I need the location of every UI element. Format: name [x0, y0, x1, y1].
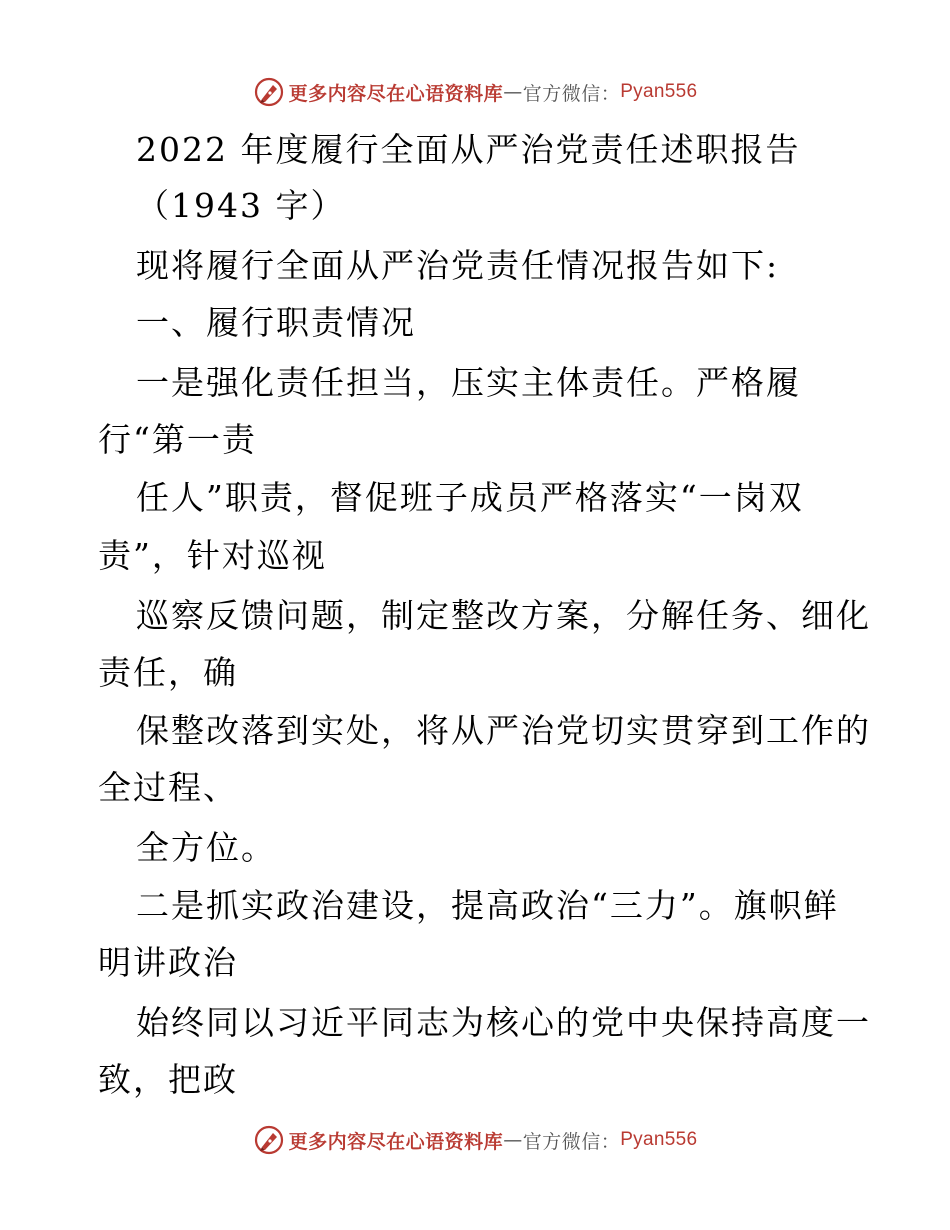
- paragraph-line: 致，把政: [98, 1060, 238, 1099]
- paragraph-line: 巡察反馈问题，制定整改方案，分解任务、细化: [136, 596, 871, 635]
- fountain-pen-logo-icon: [253, 1124, 285, 1156]
- paragraph-line: 二是抓实政治建设，提高政治“三力”。旗帜鲜: [136, 886, 839, 925]
- watermark-id: Pyan556: [620, 81, 698, 102]
- section-heading: 一、履行职责情况: [136, 303, 416, 342]
- watermark-separator: —: [503, 1129, 523, 1151]
- paragraph-line: 全方位。: [136, 828, 276, 867]
- paragraph-line: 明讲政治: [98, 943, 238, 982]
- watermark-label: 官方微信：: [522, 82, 621, 105]
- paragraph-line: 责任，确: [98, 653, 238, 692]
- paragraph-line: 保整改落到实处，将从严治党切实贯穿到工作的: [136, 711, 871, 750]
- paragraph-line: 任人”职责，督促班子成员严格落实“一岗双: [136, 478, 804, 517]
- watermark-label: 官方微信：: [522, 1130, 621, 1153]
- document-word-count: （1943 字）: [136, 186, 346, 225]
- footer-watermark: [0, 1120, 950, 1160]
- watermark-brand: 更多内容尽在心语资料库: [288, 1130, 504, 1153]
- document-title: 2022 年度履行全面从严治党责任述职报告: [136, 130, 801, 169]
- paragraph-line: 全过程、: [98, 768, 238, 807]
- watermark-brand: 更多内容尽在心语资料库: [288, 82, 504, 105]
- watermark-separator: —: [503, 81, 523, 103]
- fountain-pen-logo-icon: [253, 76, 285, 108]
- paragraph-line: 责”，针对巡视: [98, 536, 327, 575]
- paragraph-line: 一是强化责任担当，压实主体责任。严格履: [136, 363, 801, 402]
- paragraph-line: 现将履行全面从严治党责任情况报告如下:: [136, 246, 780, 285]
- header-watermark: [0, 72, 950, 112]
- paragraph-line: 行“第一责: [98, 420, 257, 459]
- paragraph-line: 始终同以习近平同志为核心的党中央保持高度一: [136, 1003, 871, 1042]
- watermark-id: Pyan556: [620, 1129, 698, 1150]
